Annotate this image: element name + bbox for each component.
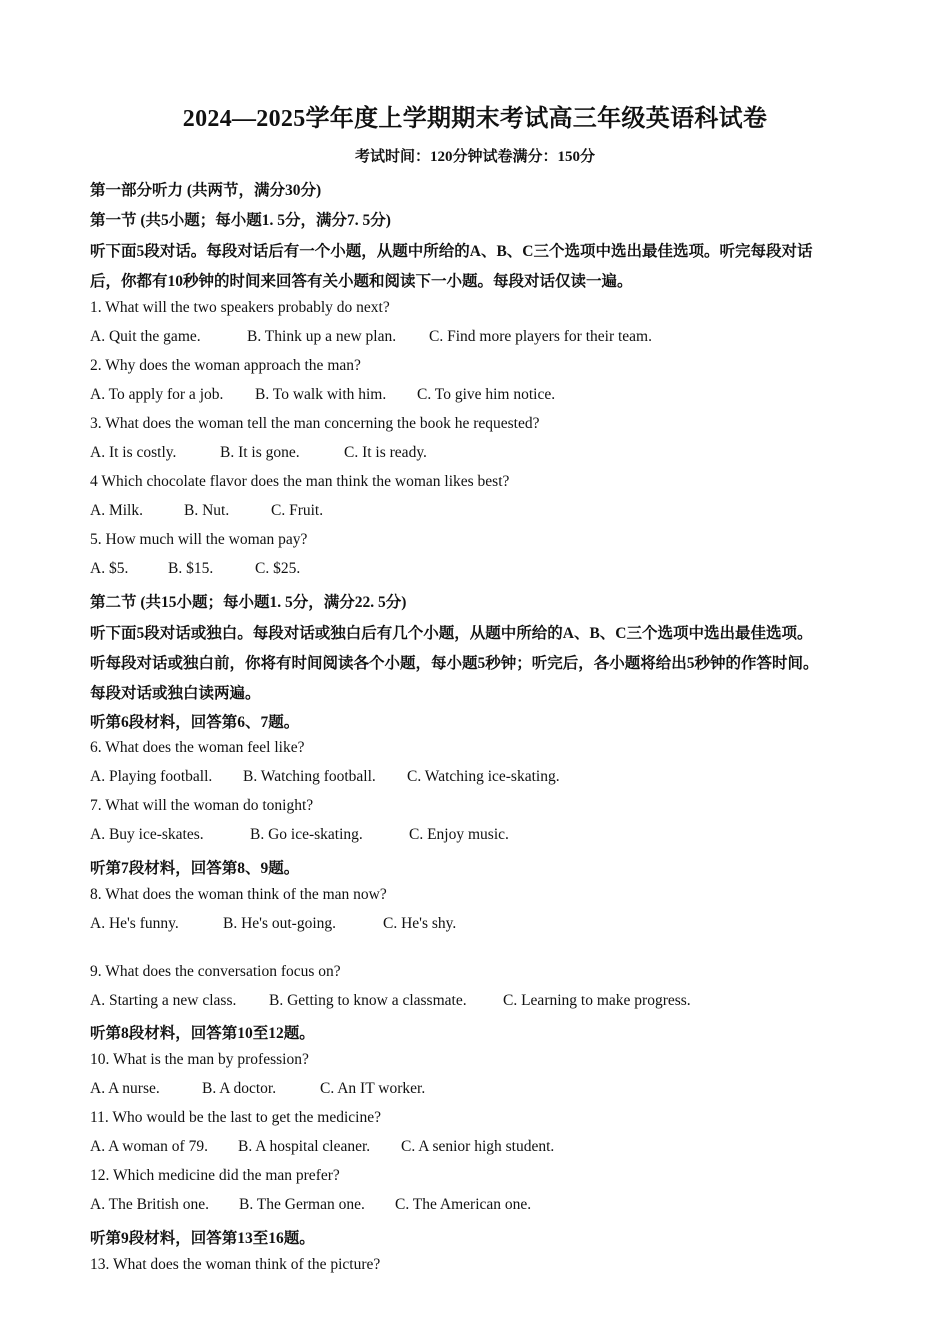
question-10: 10. What is the man by profession? [90,1051,309,1068]
options-8 [90,915,456,933]
option-b: B. To walk with him. [255,386,387,403]
section-two-instruction-1: 听下面5段对话或独白。每段对话或独白后有几个小题，从题中所给的A、B、C三个选项中选出最佳选项。 [90,625,813,642]
option-b: B. He's out-going. [223,915,337,932]
section-two-instruction-2: 听每段对话或独白前，你将有时间阅读各个小题，每小题5秒钟；听完后，各小题将给出5秒钟的作答时间。 [90,655,819,672]
options-3 [90,444,427,462]
part-one-heading: 第一部分听力 (共两节，满分30分) [90,182,322,199]
option-a: A. Starting a new class. [90,992,237,1009]
section-one-instruction-1: 听下面5段对话。每段对话后有一个小题，从题中所给的A、B、C三个选项中选出最佳选项。听完每段对话 [90,243,813,260]
option-c: C. $25. [255,560,301,577]
question-8: 8. What does the woman think of the man now? [90,886,387,903]
section-two-instruction-3: 每段对话或独白读两遍。 [90,685,261,702]
options-2 [90,386,555,404]
material-6-heading: 听第6段材料，回答第6、7题。 [90,714,300,731]
option-c: C. Fruit. [271,502,324,519]
material-8-heading: 听第8段材料，回答第10至12题。 [90,1025,315,1042]
question-1: 1. What will the two speakers probably do next? [90,299,390,316]
option-b: B. $15. [168,560,214,577]
options-7 [90,826,509,844]
option-a: A. Milk. [90,502,143,519]
question-5: 5. How much will the woman pay? [90,531,308,548]
option-c: C. Learning to make progress. [503,992,691,1009]
options-9 [90,992,691,1010]
section-one-heading: 第一节 (共5小题；每小题1. 5分，满分7. 5分) [90,212,391,229]
question-9: 9. What does the conversation focus on? [90,963,341,980]
option-c: C. Enjoy music. [409,826,509,843]
option-b: B. Think up a new plan. [247,328,397,345]
question-12: 12. Which medicine did the man prefer? [90,1167,340,1184]
option-c: C. He's shy. [383,915,457,932]
option-c: C. Find more players for their team. [429,328,652,345]
exam-title: 2024—2025学年度上学期期末考试高三年级英语科试卷 [182,106,768,132]
options-10 [90,1080,425,1098]
options-4 [90,502,323,520]
option-a: A. It is costly. [90,444,177,461]
option-b: B. Getting to know a classmate. [269,992,467,1009]
option-b: B. Watching football. [243,768,376,785]
option-b: B. A doctor. [202,1080,277,1097]
option-b: B. A hospital cleaner. [238,1138,371,1155]
material-9-heading: 听第9段材料，回答第13至16题。 [90,1230,315,1247]
question-11: 11. Who would be the last to get the medicine? [90,1109,381,1126]
option-a: A. A woman of 79. [90,1138,208,1155]
option-a: A. Playing football. [90,768,213,785]
option-c: C. A senior high student. [401,1138,555,1155]
option-a: A. The British one. [90,1196,209,1213]
question-4: 4 Which chocolate flavor does the man think the woman likes best? [90,473,510,490]
option-b: B. Nut. [184,502,230,519]
question-2: 2. Why does the woman approach the man? [90,357,361,374]
options-6 [90,768,560,786]
question-7: 7. What will the woman do tonight? [90,797,314,814]
section-two-heading: 第二节 (共15小题；每小题1. 5分，满分22. 5分) [90,594,407,611]
options-11 [90,1138,554,1156]
options-1 [90,328,652,346]
option-b: B. Go ice-skating. [250,826,363,843]
option-c: C. The American one. [395,1196,532,1213]
option-c: C. An IT worker. [320,1080,426,1097]
option-a: A. He's funny. [90,915,179,932]
option-c: C. To give him notice. [417,386,556,403]
exam-subtitle: 考试时间：120分钟试卷满分：150分 [354,149,595,165]
question-3: 3. What does the woman tell the man concerning the book he requested? [90,415,540,432]
option-a: A. Buy ice-skates. [90,826,204,843]
question-13: 13. What does the woman think of the picture? [90,1256,381,1273]
question-6: 6. What does the woman feel like? [90,739,305,756]
option-a: A. A nurse. [90,1080,160,1097]
option-c: C. Watching ice-skating. [407,768,560,785]
section-one-instruction-2: 后，你都有10秒钟的时间来回答有关小题和阅读下一小题。每段对话仅读一遍。 [90,273,633,290]
option-a: A. $5. [90,560,129,577]
option-a: A. Quit the game. [90,328,201,345]
option-c: C. It is ready. [344,444,427,461]
material-7-heading: 听第7段材料，回答第8、9题。 [90,860,300,877]
options-12 [90,1196,531,1214]
option-a: A. To apply for a job. [90,386,224,403]
option-b: B. The German one. [239,1196,365,1213]
option-b: B. It is gone. [220,444,300,461]
options-5 [90,560,300,578]
